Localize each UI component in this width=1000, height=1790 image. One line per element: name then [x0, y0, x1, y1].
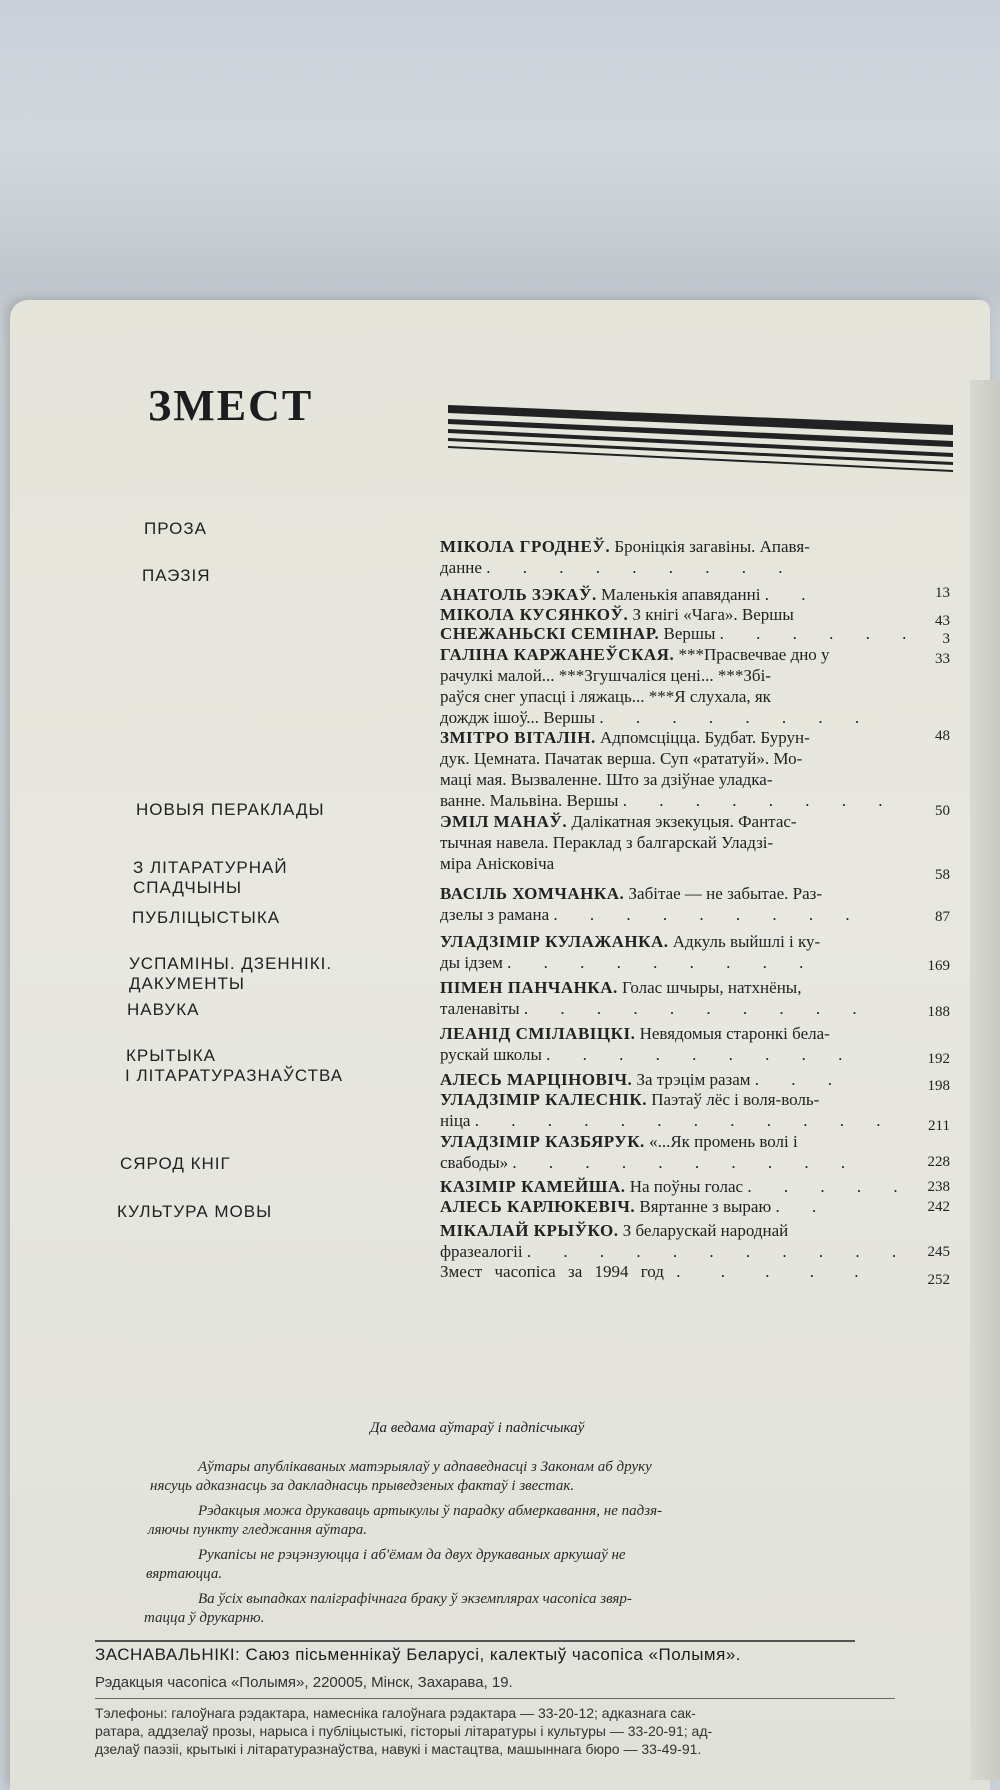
entry-line: АЛЕСЬ МАРЦІНОВІЧ. За трэцім разам . . .: [440, 1070, 847, 1089]
entry-page: 211: [928, 1118, 950, 1134]
entry-line: ЭМІЛ МАНАЎ. Далікатная экзекуцыя. Фантас-: [440, 812, 797, 831]
entry-line: МІКОЛА ГРОДНЕЎ. Броніцкія загавіны. Апавя-: [440, 537, 810, 556]
entry-line: ГАЛІНА КАРЖАНЕЎСКАЯ. ***Прасвечвае дно у: [440, 645, 830, 664]
contents-title: ЗМЕСТ: [148, 381, 314, 430]
notice-title: Да ведама аўтараў і падпісчыкаў: [370, 1420, 585, 1436]
entry-page: 188: [927, 1004, 950, 1020]
section-label: КУЛЬТУРА МОВЫ: [117, 1202, 273, 1221]
entry-line: тычная навела. Пераклад з балгарскай Уладзі-: [440, 833, 774, 852]
section-label: ДАКУМЕНТЫ: [129, 974, 245, 993]
notice-paragraph: Рэдакцыя можа друкаваць артыкулы ў парадку абмеркавання, не падзя- ляючы пункту гледжання аўтара.: [148, 1503, 663, 1538]
entry-page: 242: [927, 1199, 950, 1215]
entry-page: 228: [927, 1154, 950, 1170]
entry-line: УЛАДЗІМІР КУЛАЖАНКА. Адкуль выйшлі і ку-: [440, 932, 821, 951]
section-label: НОВЫЯ ПЕРАКЛАДЫ: [136, 800, 325, 819]
entry-page: 198: [927, 1078, 950, 1094]
entry-line: АЛЕСЬ КАРЛЮКЕВІЧ. Вяртанне з выраю . .: [440, 1197, 831, 1216]
entry-page: 13: [935, 585, 950, 601]
entry-line: ЗМІТРО ВІТАЛІН. Адпомсціцца. Будбат. Бурун-: [440, 728, 810, 747]
entry-line: ніца . . . . . . . . . . . .: [440, 1111, 895, 1130]
entry-page: 48: [935, 728, 950, 744]
phones-line: ратара, аддзелаў прозы, нарыса і публіцыстыкі, гісторыі літаратуры і культуры — 33-20-91; ад-: [95, 1723, 713, 1739]
section-label: УСПАМІНЫ. ДЗЕННІКІ.: [129, 954, 333, 973]
entry-line: МІКОЛА КУСЯНКОЎ. З кнігі «Чага». Вершы: [440, 605, 794, 624]
divider: [95, 1698, 895, 1699]
entry-page: 238: [927, 1179, 950, 1195]
section-label: СПАДЧЫНЫ: [133, 878, 243, 897]
entry-line: маці мая. Вызваленне. Што за дзіўнае уладка-: [440, 770, 773, 789]
entry-page: 252: [927, 1272, 950, 1288]
next-page-edge: [970, 380, 1000, 1780]
section-label: СЯРОД КНІГ: [120, 1154, 231, 1173]
notice-paragraph: Аўтары апублікаваных матэрыялаў у адпаведнасці з Законам аб друку нясуць адказнасць за дакладнасць прыведзеных фактаў і звестак.: [150, 1459, 652, 1494]
entry-line: УЛАДЗІМІР КАЛЕСНІК. Паэтаў лёс і воля-воль-: [440, 1090, 820, 1109]
entry-page: 58: [935, 867, 950, 883]
entry-line: УЛАДЗІМІР КАЗБЯРУК. «...Як промень волі і: [440, 1132, 798, 1151]
section-label: ПАЭЗІЯ: [142, 566, 211, 585]
entry-page: 87: [935, 909, 950, 925]
entry-line: ВАСІЛЬ ХОМЧАНКА. Забітае — не забытае. Раз-: [440, 884, 823, 903]
entry-line: міра Анісковіча: [440, 854, 555, 873]
entry-line: ПІМЕН ПАНЧАНКА. Голас шчыры, натхнёны,: [440, 978, 802, 997]
decorative-stripes: [448, 405, 953, 480]
entry-line: ванне. Мальвіна. Вершы . . . . . . . .: [440, 791, 897, 810]
phones-line: Тэлефоны: галоўнага рэдактара, намесніка галоўнага рэдактара — 33-20-12; адказнага сак-: [95, 1705, 696, 1721]
entry-line: дзелы з рамана . . . . . . . . .: [440, 905, 864, 924]
notice-paragraph: Рукапісы не рэцэнзуюцца і аб'ёмам да двух друкаваных аркушаў не вяртаюцца.: [146, 1547, 626, 1582]
section-label: І ЛІТАРАТУРАЗНАЎСТВА: [125, 1066, 344, 1085]
entry-line: таленавіты . . . . . . . . . .: [440, 999, 871, 1018]
entry-page: 3: [942, 631, 950, 647]
entry-line: КАЗІМІР КАМЕЙША. На поўны голас . . . . .: [440, 1177, 912, 1196]
entry-page: 33: [935, 651, 950, 667]
phones-line: дзелаў паэзіі, крытыкі і літаратуразнаўства, навукі і мастацтва, машыннага бюро — 33-49-91.: [95, 1741, 702, 1757]
entry-line: рачулкі малой... ***Згушчаліся цені... ***Збі-: [440, 666, 771, 685]
entry-page: 169: [927, 958, 950, 974]
section-label: НАВУКА: [127, 1000, 200, 1019]
editorial-address: Рэдакцыя часопіса «Полымя», 220005, Мінск, Захарава, 19.: [95, 1674, 513, 1691]
entry-line: ды ідзем . . . . . . . . .: [440, 953, 818, 972]
entry-line: свабоды» . . . . . . . . . .: [440, 1153, 860, 1172]
entry-line: рускай школы . . . . . . . . .: [440, 1045, 857, 1064]
entry-line: данне . . . . . . . . .: [440, 558, 797, 577]
entry-page: 43: [935, 613, 950, 629]
section-label: ПУБЛІЦЫСТЫКА: [132, 908, 281, 927]
entry-line: фразеалогіі . . . . . . . . . . .: [440, 1242, 911, 1261]
entry-author: МІКОЛА ГРОДНЕЎ.: [440, 537, 611, 556]
entry-line: АНАТОЛЬ ЗЭКАЎ. Маленькія апавяданні . .: [440, 585, 820, 604]
notice-paragraph: Ва ўсіх выпадках паліграфічнага браку ў экземплярах часопіса звяр- тацца ў друкарню.: [144, 1591, 632, 1626]
section-label: З ЛІТАРАТУРНАЙ: [133, 858, 288, 877]
entry-page: 50: [935, 803, 950, 819]
entry-page: 245: [927, 1244, 950, 1260]
entry-line: ЛЕАНІД СМІЛАВІЦКІ. Невядомыя старонкі бела-: [440, 1024, 830, 1043]
section-label: ПРОЗА: [144, 519, 208, 538]
entry-line: МІКАЛАЙ КРЫЎКО. З беларускай народнай: [440, 1221, 789, 1240]
divider: [95, 1640, 855, 1642]
entry-line: дождж ішоў... Вершы . . . . . . . .: [440, 708, 874, 727]
section-label: КРЫТЫКА: [126, 1046, 216, 1065]
entry-line: СНЕЖАНЬСКІ СЕМІНАР. Вершы . . . . . .: [440, 624, 921, 643]
entry-page: 192: [927, 1051, 950, 1067]
entry-line: раўся снег упасці і ляжаць... ***Я слухала, як: [440, 687, 771, 706]
founders-line: ЗАСНАВАЛЬНІКІ: Саюз пісьменнікаў Беларусі, калектыў часопіса «Полымя».: [95, 1645, 742, 1664]
entry-line: дук. Цемната. Пачатак верша. Суп «рататуй». Мо-: [440, 749, 803, 768]
entry-line: Змест часопіса за 1994 год . . . . .: [440, 1262, 873, 1281]
